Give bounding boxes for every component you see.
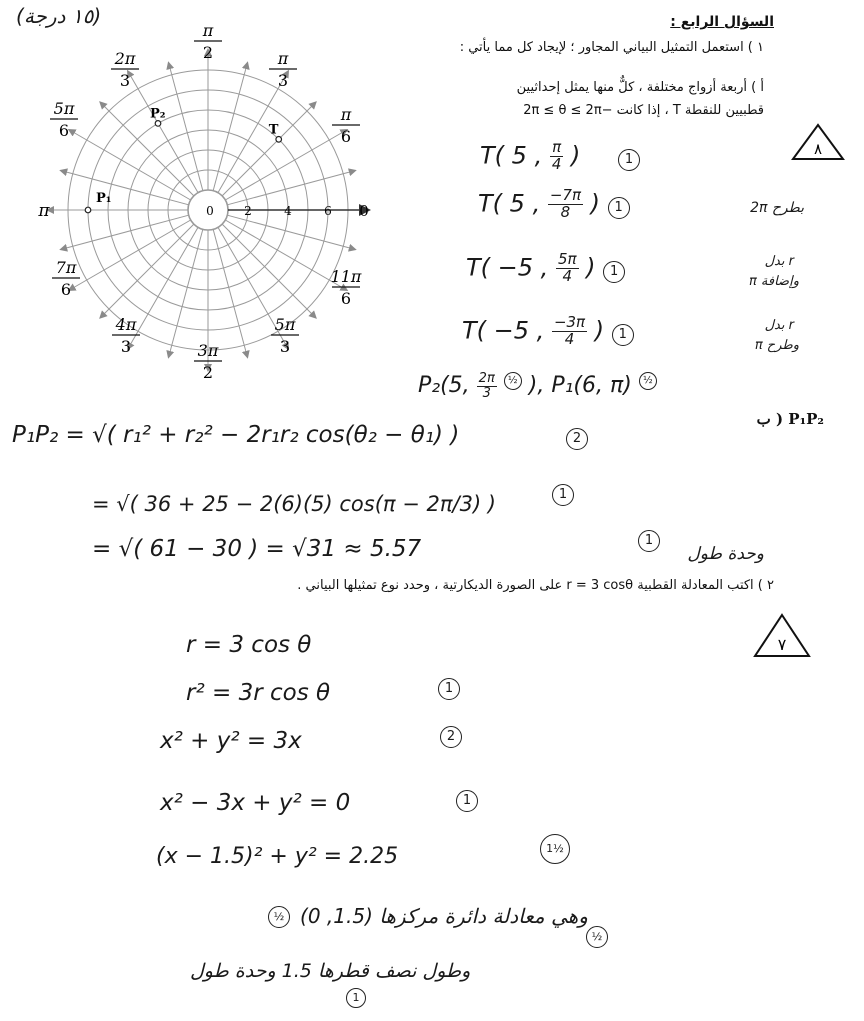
mark-circle: 1 bbox=[608, 197, 630, 219]
answer-4: T( −5 , $\frac{-3\pi}{4}$ ) 1 bbox=[462, 315, 634, 348]
svg-text:π: π bbox=[340, 105, 352, 124]
q2-score: ٧ bbox=[777, 635, 787, 654]
tick-label-0: 0 bbox=[206, 204, 214, 218]
q2-line-4-mark: 1 bbox=[456, 790, 478, 812]
circle-conclusion: وهي معادلة دائرة مركزها (1.5, 0) bbox=[300, 904, 588, 928]
length-unit: وحدة طول bbox=[687, 544, 764, 564]
mark-circle: 1 bbox=[618, 149, 640, 171]
point-label-p2: P₂ bbox=[150, 106, 166, 122]
answer-1: T( 5 , $\frac{\pi}{4}$ ) 1 bbox=[480, 140, 640, 173]
svg-text:5π: 5π bbox=[274, 315, 296, 334]
point-p2 bbox=[155, 121, 161, 127]
circle-mark-left: ½ bbox=[268, 906, 290, 928]
mark-circle: ½ bbox=[504, 372, 522, 390]
point-label-p1: P₁ bbox=[96, 191, 112, 206]
q2-line-5-mark: 1½ bbox=[540, 834, 570, 864]
angle-label-pi_6 bbox=[332, 105, 360, 146]
svg-text:6: 6 bbox=[58, 121, 70, 140]
part-a-line1: أ ) أربعة أزواج مختلفة ، كلٌّ منها يمثل إحداثيين bbox=[516, 80, 764, 95]
mark-circle: ½ bbox=[639, 372, 657, 390]
q2-line-2: r² = 3r cos θ bbox=[186, 680, 331, 706]
q2-line-4: x² − 3x + y² = 0 bbox=[160, 790, 351, 816]
tick-label-4: 4 bbox=[284, 204, 292, 218]
distance-step2: = √( 61 − 30 ) = √31 ≈ 5.57 bbox=[92, 536, 422, 562]
q2-score-triangle bbox=[752, 612, 812, 660]
angle-label-pi_3 bbox=[269, 49, 297, 90]
svg-text:π: π bbox=[202, 21, 214, 40]
distance-step1: = √( 36 + 25 − 2(6)(5) cos(π − 2π/3) ) bbox=[92, 492, 497, 516]
svg-text:3: 3 bbox=[277, 71, 289, 90]
question-title: السؤال الرابع : bbox=[670, 14, 774, 30]
q2-line-5: (x − 1.5)² + y² = 2.25 bbox=[156, 844, 399, 869]
svg-text:3: 3 bbox=[120, 337, 132, 356]
radius-conclusion: وطول نصف قطرها 1.5 وحدة طول bbox=[190, 960, 471, 982]
angle-label-zero: 0 bbox=[359, 202, 369, 220]
part-b-label: ب ) P₁P₂ bbox=[756, 410, 824, 428]
answer-2: T( 5 , $\frac{-7\pi}{8}$ ) 1 bbox=[478, 188, 630, 221]
distance-formula: P₁P₂ = √( r₁² + r₂² − 2r₁r₂ cos(θ₂ − θ₁) ) bbox=[12, 422, 460, 448]
q1-intro: ١ ) استعمل التمثيل البياني المجاور ؛ لإيجاد كل مما يأتي : bbox=[459, 40, 764, 55]
grid-ray bbox=[101, 224, 194, 317]
angle-label-11pi_6 bbox=[331, 267, 362, 308]
q2-line-2-mark: 1 bbox=[438, 678, 460, 700]
svg-text:7π: 7π bbox=[55, 258, 77, 277]
point-p1 bbox=[85, 207, 91, 213]
svg-text:6: 6 bbox=[340, 127, 352, 146]
circle-mark-right: ½ bbox=[586, 926, 608, 948]
tick-label-6: 6 bbox=[324, 204, 332, 218]
angle-label-5pi_6 bbox=[50, 99, 78, 140]
note-4b: وطرح π bbox=[754, 338, 799, 353]
svg-text:2π: 2π bbox=[114, 49, 136, 68]
angle-label-4pi_3 bbox=[112, 315, 140, 356]
note-4a: r بدل bbox=[764, 318, 794, 333]
note-2: بطرح 2π bbox=[750, 200, 804, 216]
angle-label-pi_2 bbox=[194, 21, 222, 62]
part-a-score-triangle bbox=[790, 122, 846, 162]
svg-text:3: 3 bbox=[119, 71, 131, 90]
svg-text:3π: 3π bbox=[197, 341, 219, 360]
note-3b: وإضافة π bbox=[748, 274, 799, 289]
part-a-score: ٨ bbox=[813, 140, 823, 158]
step2-mark: 1 bbox=[638, 530, 660, 552]
angle-label-3pi_2 bbox=[194, 341, 222, 382]
polar-grid bbox=[28, 20, 378, 400]
grid-ray bbox=[101, 103, 194, 196]
svg-text:3: 3 bbox=[279, 337, 291, 356]
svg-text:5π: 5π bbox=[53, 99, 75, 118]
tick-label-2: 2 bbox=[244, 204, 252, 218]
grid-ray bbox=[222, 103, 315, 196]
formula-mark: 2 bbox=[566, 428, 588, 450]
angle-label-pi: π bbox=[38, 201, 50, 221]
q2-line-3-mark: 2 bbox=[440, 726, 462, 748]
svg-text:6: 6 bbox=[340, 289, 352, 308]
part-a-line2: قطبيين للنقطة T ، إذا كانت −2π ≤ θ ≤ 2π bbox=[523, 103, 764, 118]
svg-text:π: π bbox=[277, 49, 289, 68]
mark-circle: 1 bbox=[603, 261, 625, 283]
point-t bbox=[276, 136, 282, 142]
radius-mark: 1 bbox=[346, 988, 366, 1008]
note-3a: r بدل bbox=[764, 254, 794, 269]
svg-text:11π: 11π bbox=[330, 267, 362, 286]
grid-ray bbox=[222, 224, 315, 317]
mark-circle: 1 bbox=[612, 324, 634, 346]
q2-prompt: ٢ ) اكتب المعادلة القطبية r = 3 cosθ على الصورة الديكارتية ، وحدد نوع تمثيلها البياني . bbox=[297, 578, 774, 593]
svg-text:2: 2 bbox=[202, 363, 214, 382]
q2-line-3: x² + y² = 3x bbox=[160, 728, 302, 754]
total-score: (١٥ درجة) bbox=[16, 4, 102, 28]
answer-3: T( −5 , $\frac{5\pi}{4}$ ) 1 bbox=[466, 252, 625, 285]
angle-label-5pi_3 bbox=[271, 315, 299, 356]
step1-mark: 1 bbox=[552, 484, 574, 506]
point-label-t: T bbox=[268, 122, 279, 138]
svg-text:4π: 4π bbox=[115, 315, 137, 334]
angle-label-7pi_6 bbox=[52, 258, 80, 299]
points-line: P₂(5, $\frac{2\pi}{3}$ ½ ), P₁(6, π) ½ bbox=[418, 372, 657, 400]
svg-text:2: 2 bbox=[202, 43, 214, 62]
svg-text:6: 6 bbox=[60, 280, 72, 299]
q2-line-1: r = 3 cos θ bbox=[186, 632, 312, 658]
